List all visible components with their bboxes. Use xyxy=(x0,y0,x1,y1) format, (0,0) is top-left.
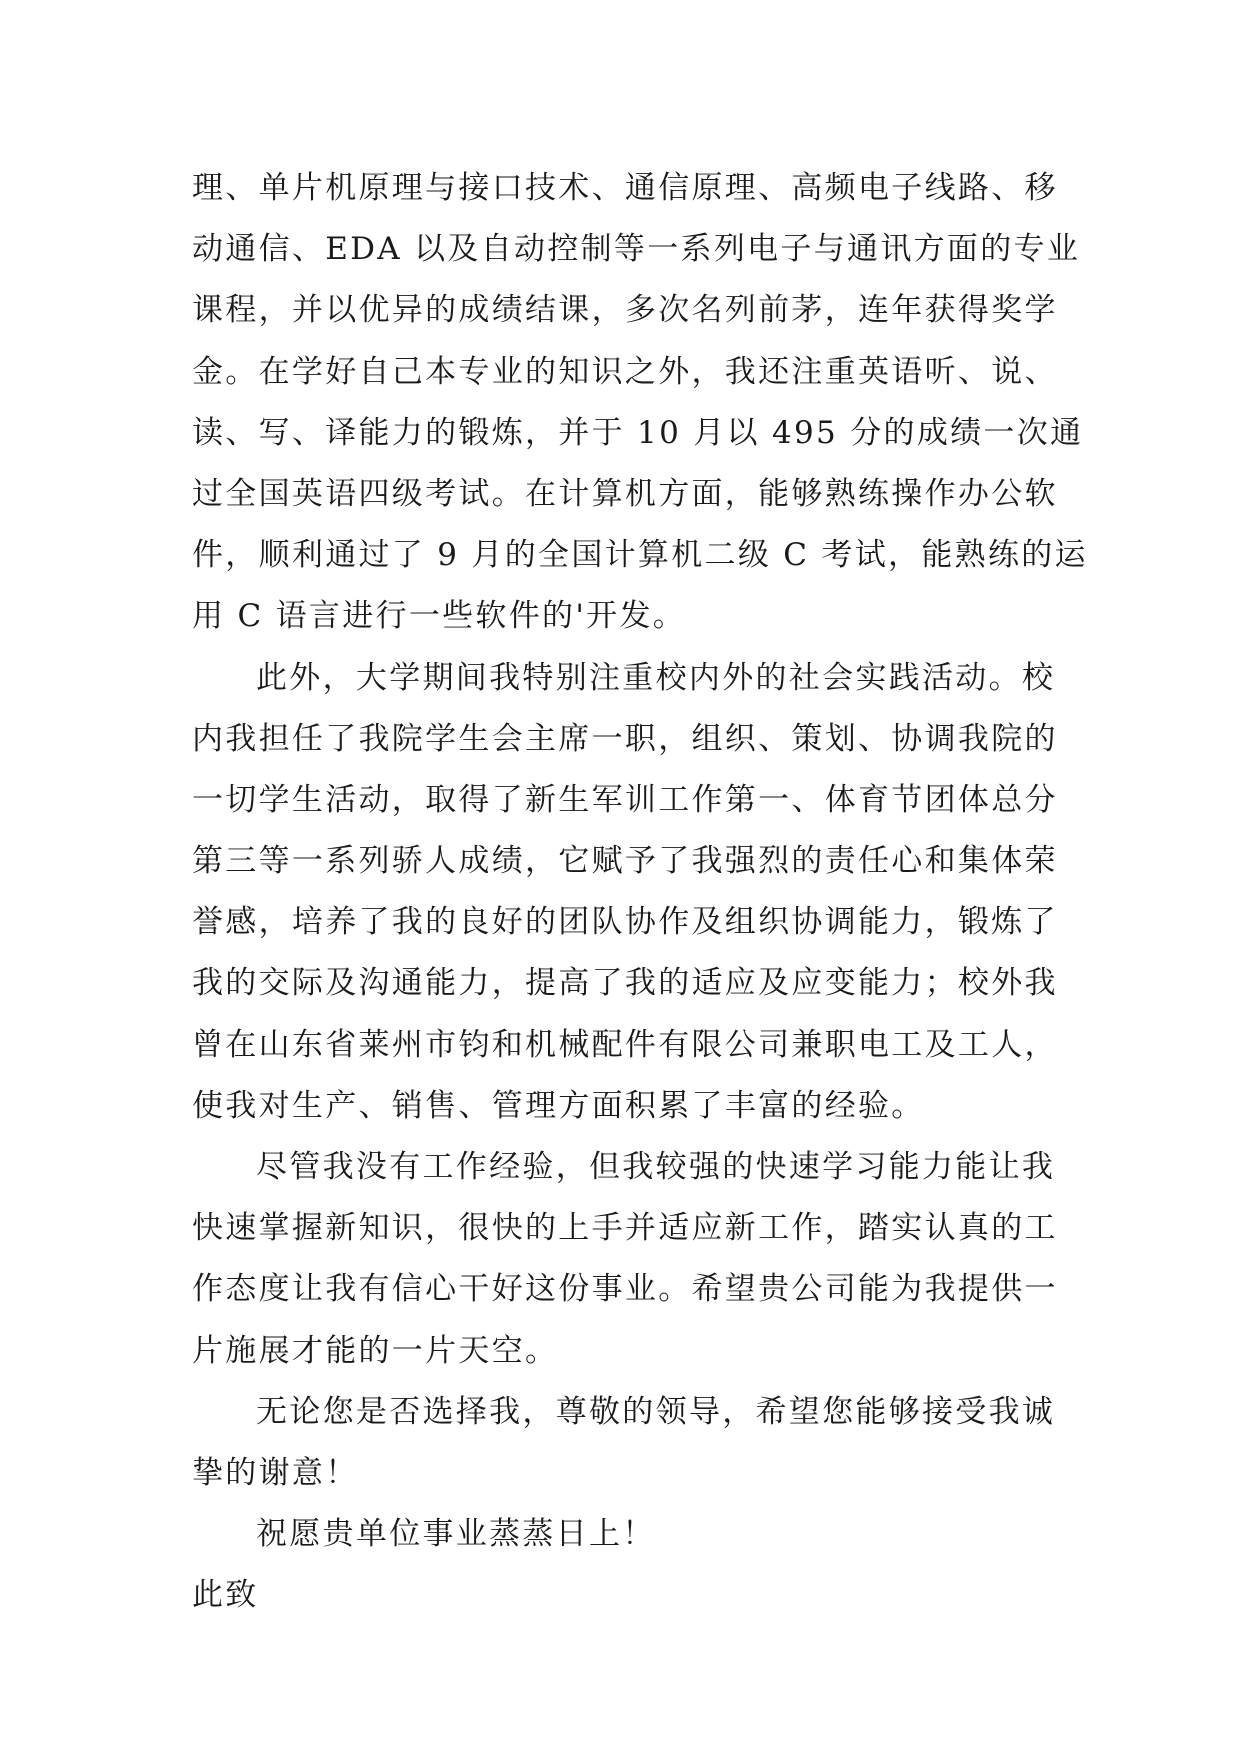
text-line: 件，顺利通过了 9 月的全国计算机二级 C 考试，能熟练的运 xyxy=(192,537,1088,574)
text-line: 挚的谢意！ xyxy=(192,1454,359,1491)
paragraph-start-line: 无论您是否选择我，尊敬的领导，希望您能够接受我诚 xyxy=(256,1393,1056,1430)
letter-body xyxy=(192,158,1088,1627)
text-line: 我的交际及沟通能力，提高了我的适应及应变能力；校外我 xyxy=(192,965,1058,1002)
text-line: 片施展才能的一片天空。 xyxy=(192,1332,559,1369)
text-line: 快速掌握新知识，很快的上手并适应新工作，踏实认真的工 xyxy=(192,1210,1058,1247)
text-line: 第三等一系列骄人成绩，它赋予了我强烈的责任心和集体荣 xyxy=(192,843,1058,880)
text-line: 过全国英语四级考试。在计算机方面，能够熟练操作办公软 xyxy=(192,475,1058,512)
text-line: 誉感，培养了我的良好的团队协作及组织协调能力，锻炼了 xyxy=(192,904,1058,941)
text-line: 读、写、译能力的锻炼，并于 10 月以 495 分的成绩一次通 xyxy=(192,414,1084,451)
text-line: 金。在学好自己本专业的知识之外，我还注重英语听、说、 xyxy=(192,353,1058,390)
text-line: 使我对生产、销售、管理方面积累了丰富的经验。 xyxy=(192,1087,925,1124)
salutation-line: 此致 xyxy=(192,1577,259,1614)
closing-wish-line: 祝愿贵单位事业蒸蒸日上！ xyxy=(256,1516,656,1553)
text-line: 一切学生活动，取得了新生军训工作第一、体育节团体总分 xyxy=(192,781,1058,818)
text-line: 用 C 语言进行一些软件的'开发。 xyxy=(192,598,687,635)
text-line: 理、单片机原理与接口技术、通信原理、高频电子线路、移 xyxy=(192,170,1058,206)
text-line: 课程，并以优异的成绩结课，多次名列前茅，连年获得奖学 xyxy=(192,292,1058,329)
paragraph-start-line: 尽管我没有工作经验，但我较强的快速学习能力能让我 xyxy=(256,1149,1056,1185)
paragraph-start-line: 此外，大学期间我特别注重校内外的社会实践活动。校 xyxy=(256,659,1056,696)
text-line: 曾在山东省莱州市钧和机械配件有限公司兼职电工及工人， xyxy=(192,1026,1058,1063)
text-line: 内我担任了我院学生会主席一职，组织、策划、协调我院的 xyxy=(192,720,1058,757)
text-line: 作态度让我有信心干好这份事业。希望贵公司能为我提供一 xyxy=(192,1271,1058,1308)
text-line: 动通信、EDA 以及自动控制等一系列电子与通讯方面的专业 xyxy=(192,231,1081,268)
